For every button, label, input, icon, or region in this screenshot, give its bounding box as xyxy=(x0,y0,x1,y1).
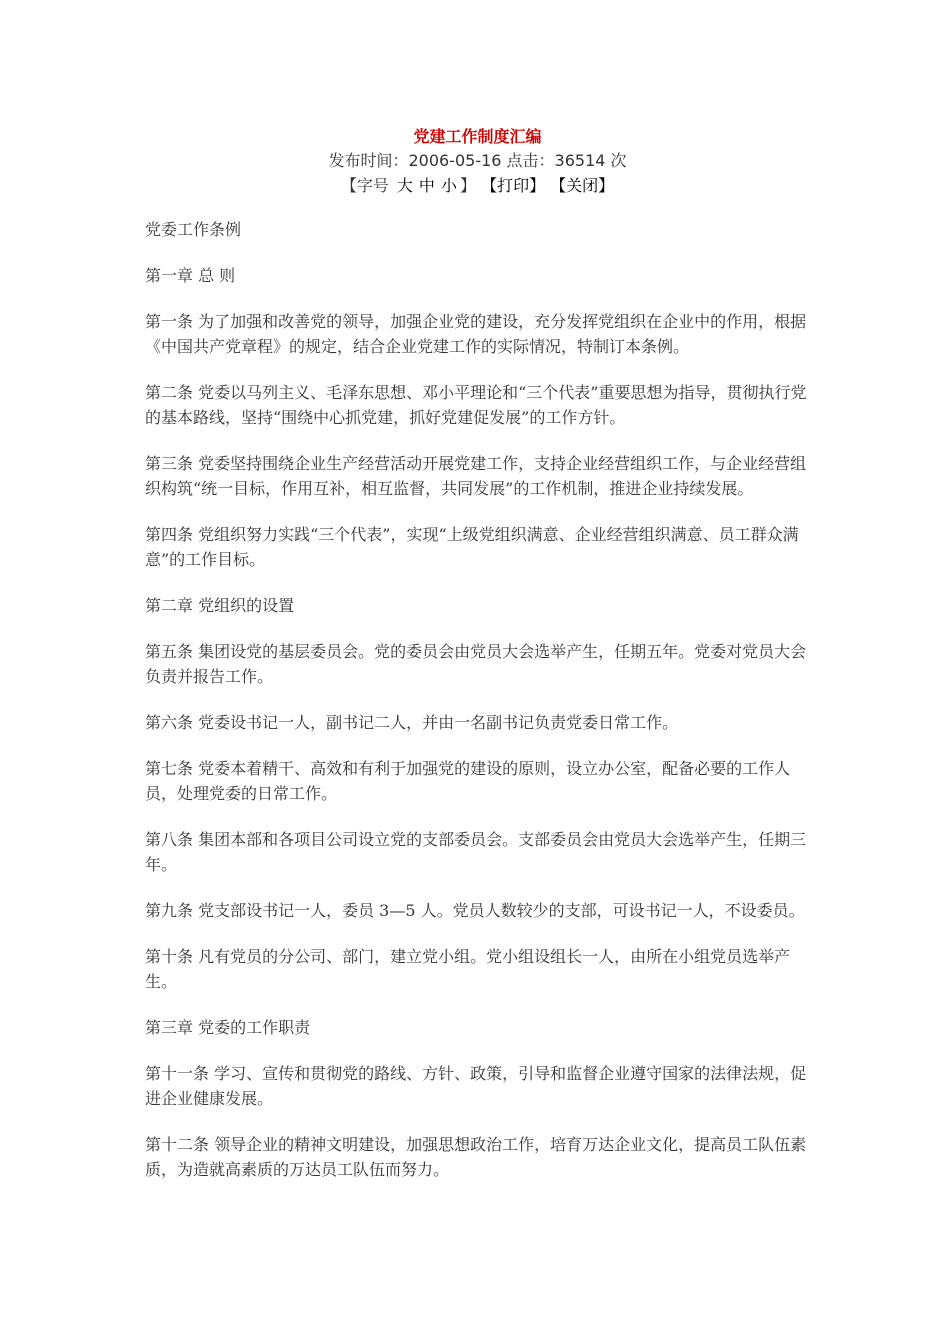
clicks-label: 点击： xyxy=(501,151,555,170)
article-paragraph: 第十二条 领导企业的精神文明建设，加强思想政治工作，培育万达企业文化，提高员工队伍素质，为造就高素质的万达员工队伍而努力。 xyxy=(145,1135,807,1179)
font-size-label: 【字号 xyxy=(340,176,394,195)
font-size-medium-link[interactable]: 中 xyxy=(418,176,435,195)
publish-date: 2006-05-16 xyxy=(408,151,502,170)
article-paragraph: 第四条 党组织努力实践“三个代表”，实现“上级党组织满意、企业经营组织满意、员工群众满意”的工作目标。 xyxy=(145,525,799,569)
clicks-unit: 次 xyxy=(605,151,627,170)
section-heading: 党委工作条例 xyxy=(145,220,242,239)
article-paragraph: 第六条 党委设书记一人，副书记二人，并由一名副书记负责党委日常工作。 xyxy=(145,713,679,732)
chapter-heading: 第二章 党组织的设置 xyxy=(145,596,295,615)
article-paragraph: 第十条 凡有党员的分公司、部门，建立党小组。党小组设组长一人，由所在小组党员选举产生。 xyxy=(145,947,791,991)
chapter-heading: 第三章 党委的工作职责 xyxy=(145,1018,311,1037)
font-size-bracket: 】 xyxy=(459,176,476,195)
article-paragraph: 第七条 党委本着精干、高效和有利于加强党的建设的原则，设立办公室，配备必要的工作人员，处理党委的日常工作。 xyxy=(145,759,791,803)
article-body xyxy=(145,217,810,1182)
article-page xyxy=(145,0,810,1203)
article-paragraph: 第一条 为了加强和改善党的领导，加强企业党的建设，充分发挥党组织在企业中的作用，根据《中国共产党章程》的规定，结合企业党建工作的实际情况，特制订本条例。 xyxy=(145,312,807,356)
publish-label: 发布时间： xyxy=(328,151,409,170)
article-title: 党建工作制度汇编 xyxy=(413,127,542,146)
article-paragraph: 第五条 集团设党的基层委员会。党的委员会由党员大会选举产生，任期五年。党委对党员大会负责并报告工作。 xyxy=(145,642,807,686)
article-toolbar xyxy=(145,175,810,197)
font-size-small-link[interactable]: 小 xyxy=(440,176,457,195)
article-paragraph: 第八条 集团本部和各项目公司设立党的支部委员会。支部委员会由党员大会选举产生，任期三年。 xyxy=(145,830,807,874)
article-meta xyxy=(145,150,810,172)
close-link[interactable]: 【关闭】 xyxy=(550,176,615,195)
print-link[interactable]: 【打印】 xyxy=(481,176,546,195)
article-paragraph: 第十一条 学习、宣传和贯彻党的路线、方针、政策，引导和监督企业遵守国家的法律法规，促进企业健康发展。 xyxy=(145,1064,807,1108)
article-paragraph: 第二条 党委以马列主义、毛泽东思想、邓小平理论和“三个代表”重要思想为指导，贯彻执行党的基本路线，坚持“围绕中心抓党建，抓好党建促发展”的工作方针。 xyxy=(145,383,807,427)
article-paragraph: 第三条 党委坚持围绕企业生产经营活动开展党建工作，支持企业经营组织工作，与企业经营组织构筑“统一目标，作用互补，相互监督，共同发展”的工作机制，推进企业持续发展。 xyxy=(145,454,807,498)
article-header xyxy=(145,126,810,197)
font-size-large-link[interactable]: 大 xyxy=(396,176,413,195)
article-paragraph: 第九条 党支部设书记一人，委员 3—5 人。党员人数较少的支部，可设书记一人，不设委员。 xyxy=(145,901,805,920)
chapter-heading: 第一章 总 则 xyxy=(145,266,236,285)
clicks-count: 36514 xyxy=(554,151,606,170)
